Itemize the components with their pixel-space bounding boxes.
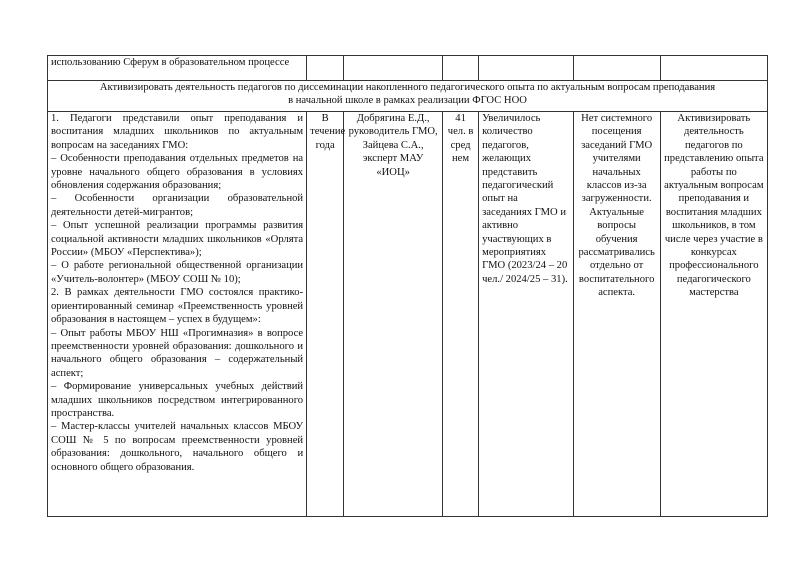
- activity-paragraph: – Формирование универсальных учебных действий младших школьников посредством интегрированного пространства.: [51, 381, 304, 419]
- cell-period: [307, 56, 344, 81]
- activity-paragraph: 2. В рамках деятельности ГМО состоялся практико-ориентированный семинар «Преемственность уровней образования в настоящем – успех в будущем»:: [51, 287, 304, 326]
- section-header-line-1: Активизировать деятельность педагогов по диссеминации накопленного педагогического опыта по актуальным вопросам преподавания: [99, 82, 716, 93]
- cell-result: Увеличилось количество педагогов, желающих представить педагогический опыт на заседаниях ГМО и активно участвующих в мероприятиях ГМО (2023/24 – 20 чел./ 2024/25 – 31).: [479, 112, 574, 517]
- activity-paragraph: – Мастер-классы учителей начальных классов МБОУ СОШ № 5 по вопросам преемственности уровней образования: дошкольного, начального общего и основного общего образования.: [51, 421, 304, 473]
- cell-participants: 41 чел. в сред нем: [443, 112, 479, 517]
- activity-paragraph: 1. Педагоги представили опыт преподавания и воспитания младших школьников по актуальным вопросам на заседаниях ГМО:: [51, 113, 304, 151]
- cell-participants: [443, 56, 479, 81]
- activity-paragraph: – Опыт работы МБОУ НШ «Прогимназия» в вопросе преемственности уровней образования: дошкольного и начального общего образования – содержательный аспект;: [51, 327, 304, 379]
- cell-responsible: Добрягина Е.Д., руководитель ГМО, Зайцева С.А., эксперт МАУ «ИОЦ»: [344, 112, 443, 517]
- cell-period: В течение года: [307, 112, 344, 517]
- cell-goals: Активизировать деятельность педагогов по представлению опыта работы по актуальным вопросам преподавания и воспитания младших школьников, в том числе через участие в конкурсах профессионального педагогического мастерства: [660, 112, 767, 517]
- cell-result: [479, 56, 574, 81]
- cell-goals: [660, 56, 767, 81]
- activity-paragraph: – Опыт успешной реализации программы развития социальной активности младших школьников «Орлята России» (МБОУ «Перспектива»);: [51, 220, 304, 259]
- activity-paragraph: – О работе региональной общественной организации «Учитель-волонтер» (МБОУ СОШ № 10);: [51, 260, 304, 285]
- cell-activity: использованию Сферум в образовательном процессе: [48, 56, 307, 81]
- table-row-main: [48, 112, 768, 517]
- cell-activity: [48, 112, 307, 517]
- section-header: [48, 81, 768, 112]
- cell-responsible: [344, 56, 443, 81]
- activity-paragraph: – Особенности организации образовательной деятельности детей-мигрантов;: [51, 193, 304, 218]
- report-table: [47, 55, 768, 517]
- table-row-previous: [48, 56, 768, 81]
- section-header-line-2: в начальной школе в рамках реализации ФГОС НОО: [288, 95, 527, 107]
- cell-problems: [573, 56, 660, 81]
- activity-paragraph: – Особенности преподавания отдельных предметов на уровне начального общего образования в условиях обновления содержания образования;: [51, 153, 304, 192]
- section-header-row: [48, 81, 768, 112]
- cell-problems: Нет системного посещения заседаний ГМО учителями начальных классов из-за загруженности. Актуальные вопросы обучения рассматривались отдельно от воспитательного аспекта.: [573, 112, 660, 517]
